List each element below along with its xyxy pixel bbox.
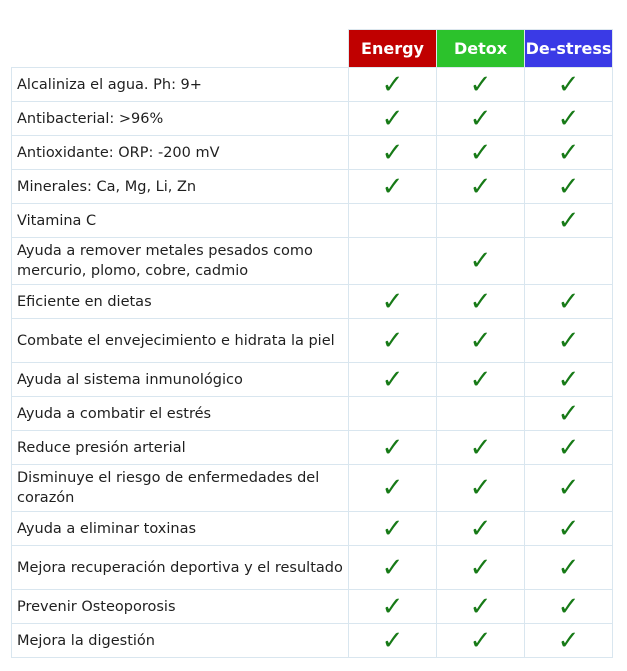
row-label: Disminuye el riesgo de enfermedades del corazón: [12, 465, 349, 512]
table-row: [12, 285, 613, 319]
row-label: Ayuda a combatir el estrés: [12, 397, 349, 431]
column-header-de-stress: De-stress: [525, 30, 613, 68]
check-icon: ✓: [381, 591, 404, 622]
cell-detox: [437, 363, 525, 397]
cell-energy: [349, 363, 437, 397]
check-icon: ✓: [469, 473, 492, 503]
cell-detox: [437, 204, 525, 238]
cell-detox: [437, 512, 525, 546]
check-icon: ✓: [557, 364, 580, 395]
check-icon: ✓: [381, 552, 404, 583]
check-icon: ✓: [557, 473, 580, 503]
check-icon: ✓: [381, 103, 404, 134]
cell-detox: [437, 170, 525, 204]
column-header-detox: Detox: [437, 30, 525, 68]
cell-de-stress: [525, 363, 613, 397]
cell-energy: [349, 465, 437, 512]
header-row: [12, 30, 613, 68]
check-icon: ✓: [557, 205, 580, 236]
table-row: [12, 546, 613, 590]
check-icon: ✓: [557, 513, 580, 544]
comparison-table: [11, 29, 613, 658]
check-icon: ✓: [469, 69, 492, 100]
cell-de-stress: [525, 285, 613, 319]
cell-energy: [349, 397, 437, 431]
check-icon: ✓: [381, 364, 404, 395]
cell-energy: [349, 204, 437, 238]
cell-de-stress: [525, 204, 613, 238]
check-icon: ✓: [381, 171, 404, 202]
row-label: Combate el envejecimiento e hidrata la piel: [12, 319, 349, 363]
row-label: Reduce presión arterial: [12, 431, 349, 465]
cell-de-stress: [525, 238, 613, 285]
cell-de-stress: [525, 465, 613, 512]
check-icon: ✓: [381, 286, 404, 317]
cell-de-stress: [525, 68, 613, 102]
cell-detox: [437, 624, 525, 658]
cell-detox: [437, 546, 525, 590]
cell-detox: [437, 465, 525, 512]
check-icon: ✓: [557, 137, 580, 168]
cell-detox: [437, 238, 525, 285]
cell-de-stress: [525, 170, 613, 204]
cell-de-stress: [525, 319, 613, 363]
table-row: [12, 590, 613, 624]
row-label: Antioxidante: ORP: -200 mV: [12, 136, 349, 170]
table-row: [12, 465, 613, 512]
row-label: Ayuda al sistema inmunológico: [12, 363, 349, 397]
cell-detox: [437, 431, 525, 465]
table-row: [12, 624, 613, 658]
check-icon: ✓: [557, 69, 580, 100]
row-label: Antibacterial: >96%: [12, 102, 349, 136]
cell-energy: [349, 102, 437, 136]
check-icon: ✓: [557, 286, 580, 317]
check-icon: ✓: [469, 625, 492, 656]
row-label: Ayuda a eliminar toxinas: [12, 512, 349, 546]
check-icon: ✓: [469, 432, 492, 463]
table-row: [12, 319, 613, 363]
check-icon: ✓: [469, 103, 492, 134]
table-row: [12, 204, 613, 238]
table-row: [12, 102, 613, 136]
check-icon: ✓: [469, 246, 492, 276]
check-icon: ✓: [381, 325, 404, 356]
cell-de-stress: [525, 512, 613, 546]
cell-energy: [349, 68, 437, 102]
check-icon: ✓: [381, 513, 404, 544]
row-label: Alcaliniza el agua. Ph: 9+: [12, 68, 349, 102]
row-label: Vitamina C: [12, 204, 349, 238]
cell-detox: [437, 590, 525, 624]
check-icon: ✓: [381, 137, 404, 168]
check-icon: ✓: [469, 552, 492, 583]
table-header: [12, 30, 613, 68]
check-icon: ✓: [381, 69, 404, 100]
row-label: Mejora la digestión: [12, 624, 349, 658]
check-icon: ✓: [557, 625, 580, 656]
cell-de-stress: [525, 102, 613, 136]
check-icon: ✓: [469, 591, 492, 622]
row-label: Minerales: Ca, Mg, Li, Zn: [12, 170, 349, 204]
cell-de-stress: [525, 590, 613, 624]
check-icon: ✓: [557, 103, 580, 134]
check-icon: ✓: [469, 171, 492, 202]
check-icon: ✓: [469, 325, 492, 356]
column-header-energy: Energy: [349, 30, 437, 68]
cell-energy: [349, 431, 437, 465]
row-label: Prevenir Osteoporosis: [12, 590, 349, 624]
check-icon: ✓: [557, 171, 580, 202]
check-icon: ✓: [469, 286, 492, 317]
cell-detox: [437, 397, 525, 431]
table-body: [12, 68, 613, 658]
cell-detox: [437, 285, 525, 319]
cell-energy: [349, 319, 437, 363]
cell-energy: [349, 546, 437, 590]
row-label: Mejora recuperación deportiva y el resultado: [12, 546, 349, 590]
check-icon: ✓: [381, 473, 404, 503]
check-icon: ✓: [557, 325, 580, 356]
cell-detox: [437, 68, 525, 102]
header-blank-cell: [12, 30, 349, 68]
cell-detox: [437, 319, 525, 363]
check-icon: ✓: [557, 398, 580, 429]
table-row: [12, 431, 613, 465]
cell-energy: [349, 136, 437, 170]
cell-energy: [349, 238, 437, 285]
cell-de-stress: [525, 546, 613, 590]
cell-energy: [349, 512, 437, 546]
table-row: [12, 512, 613, 546]
cell-detox: [437, 102, 525, 136]
cell-energy: [349, 590, 437, 624]
table-row: [12, 238, 613, 285]
check-icon: ✓: [469, 137, 492, 168]
cell-energy: [349, 624, 437, 658]
check-icon: ✓: [381, 432, 404, 463]
table-row: [12, 68, 613, 102]
check-icon: ✓: [469, 364, 492, 395]
check-icon: ✓: [557, 591, 580, 622]
table-row: [12, 397, 613, 431]
check-icon: ✓: [381, 625, 404, 656]
check-icon: ✓: [557, 432, 580, 463]
cell-de-stress: [525, 397, 613, 431]
table-row: [12, 136, 613, 170]
cell-de-stress: [525, 136, 613, 170]
cell-energy: [349, 170, 437, 204]
cell-detox: [437, 136, 525, 170]
check-icon: ✓: [557, 552, 580, 583]
row-label: Ayuda a remover metales pesados como mercurio, plomo, cobre, cadmio: [12, 238, 349, 285]
cell-de-stress: [525, 624, 613, 658]
table-row: [12, 170, 613, 204]
check-icon: ✓: [469, 513, 492, 544]
table-row: [12, 363, 613, 397]
cell-de-stress: [525, 431, 613, 465]
cell-energy: [349, 285, 437, 319]
row-label: Eficiente en dietas: [12, 285, 349, 319]
